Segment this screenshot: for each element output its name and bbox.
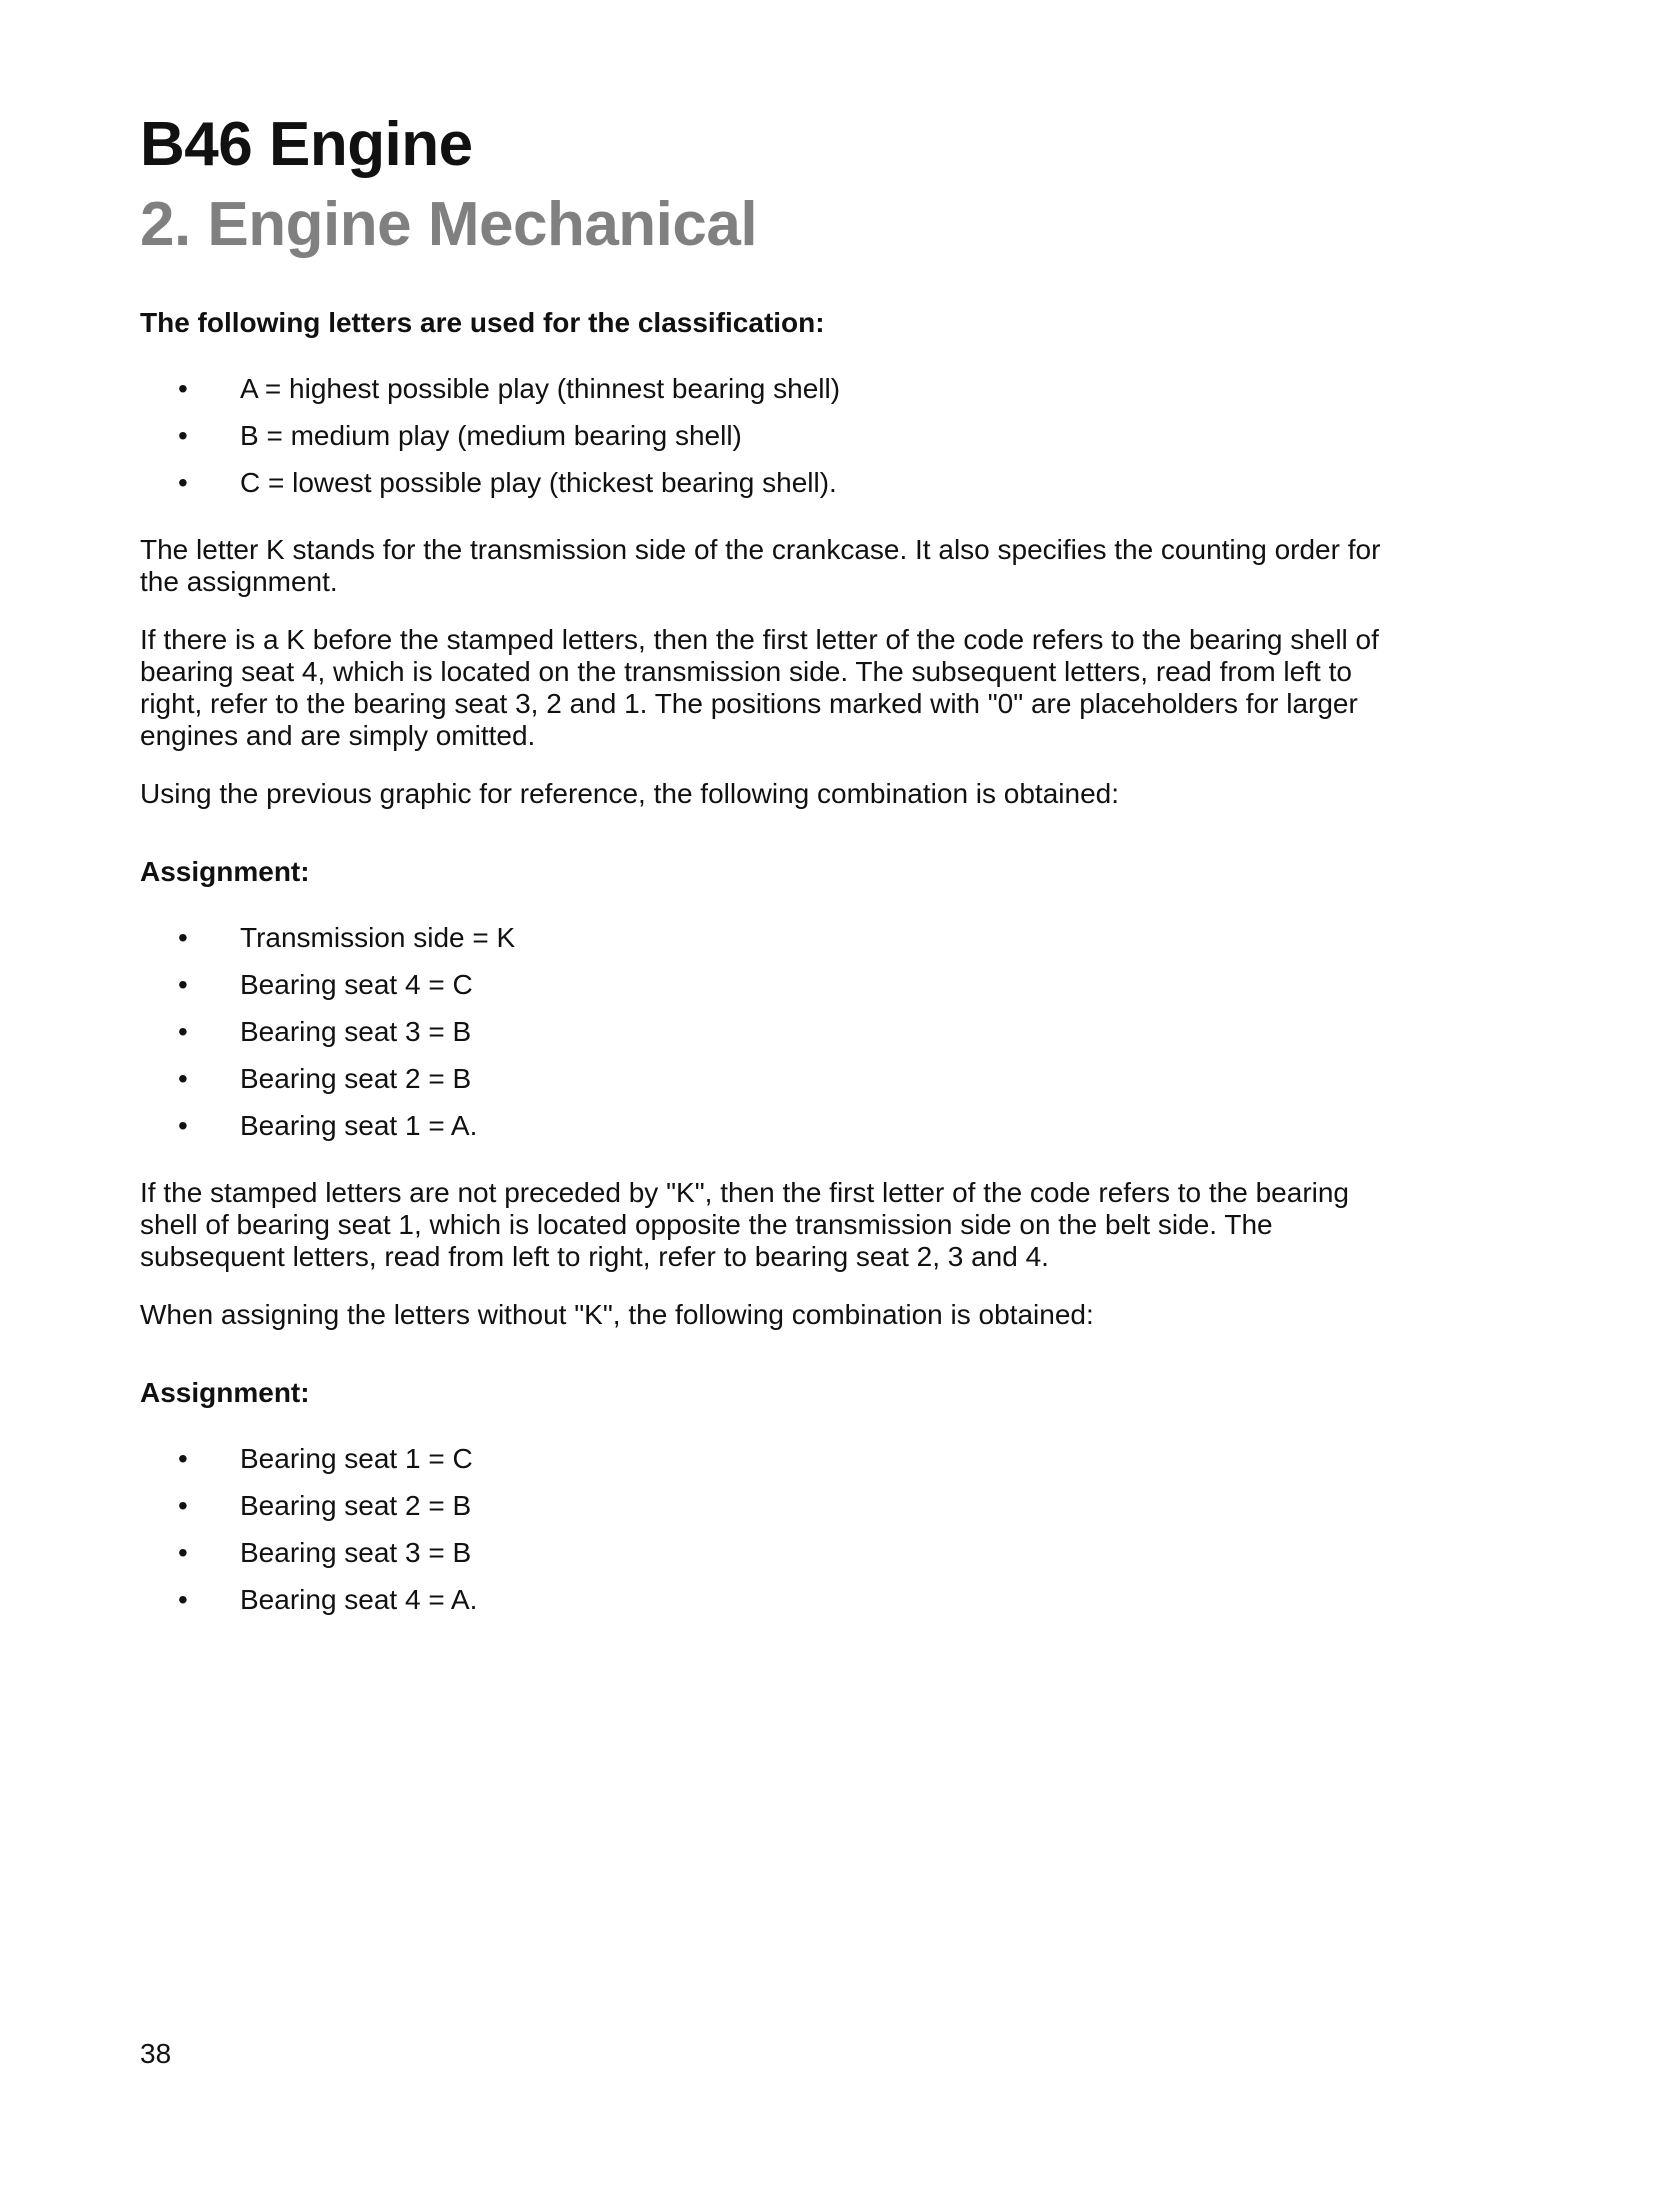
paragraph-without-k-combination: When assigning the letters without "K", the following combination is obtained: bbox=[140, 1299, 1094, 1330]
list-item bbox=[140, 914, 1390, 961]
list-item bbox=[140, 1482, 1390, 1529]
assignment-list-without-k bbox=[140, 1435, 1390, 1623]
classification-list bbox=[140, 365, 1390, 506]
bullet-icon: • bbox=[178, 373, 188, 404]
list-item bbox=[140, 365, 1390, 412]
page-content bbox=[140, 305, 1390, 1651]
bullet-icon: • bbox=[178, 467, 188, 498]
list-item-text: Bearing seat 4 = C bbox=[240, 969, 473, 1000]
list-item bbox=[140, 961, 1390, 1008]
bullet-icon: • bbox=[178, 420, 188, 451]
list-item bbox=[140, 1435, 1390, 1482]
paragraph-k-before-letters: If there is a K before the stamped letters, then the first letter of the code refers to the bearing shell of bearing seat 4, which is located on the transmission side. The subsequent letters, read from left to right, refer to the bearing seat 3, 2 and 1. The positions marked with "0" are placeholders for larger engines and are simply omitted. bbox=[140, 624, 1379, 751]
paragraph-k-meaning: The letter K stands for the transmission side of the crankcase. It also specifies the counting order for the assignment. bbox=[140, 534, 1381, 597]
assignment-list-with-k bbox=[140, 914, 1390, 1149]
list-item bbox=[140, 1576, 1390, 1623]
bullet-icon: • bbox=[178, 922, 188, 953]
list-item-text: Bearing seat 3 = B bbox=[240, 1016, 472, 1047]
list-item-text: B = medium play (medium bearing shell) bbox=[240, 420, 742, 451]
list-item-text: A = highest possible play (thinnest bearing shell) bbox=[240, 373, 841, 404]
assignment-heading-without-k: Assignment: bbox=[140, 1377, 310, 1408]
classification-heading: The following letters are used for the classification: bbox=[140, 307, 825, 338]
paragraph-no-k: If the stamped letters are not preceded by "K", then the first letter of the code refers to the bearing shell of bearing seat 1, which is located opposite the transmission side on the belt side. The subsequent letters, read from left to right, refer to bearing seat 2, 3 and 4. bbox=[140, 1177, 1350, 1272]
bullet-icon: • bbox=[178, 969, 188, 1000]
list-item bbox=[140, 1055, 1390, 1102]
section-title: 2. Engine Mechanical bbox=[140, 190, 758, 259]
bullet-icon: • bbox=[178, 1063, 188, 1094]
paragraph-previous-graphic: Using the previous graphic for reference, the following combination is obtained: bbox=[140, 778, 1120, 809]
list-item bbox=[140, 412, 1390, 459]
list-item bbox=[140, 1008, 1390, 1055]
list-item-text: C = lowest possible play (thickest bearing shell). bbox=[240, 467, 837, 498]
list-item-text: Bearing seat 4 = A. bbox=[240, 1584, 478, 1615]
list-item-text: Bearing seat 1 = C bbox=[240, 1443, 473, 1474]
list-item-text: Bearing seat 3 = B bbox=[240, 1537, 472, 1568]
list-item bbox=[140, 1529, 1390, 1576]
list-item-text: Bearing seat 2 = B bbox=[240, 1490, 472, 1521]
bullet-icon: • bbox=[178, 1584, 188, 1615]
page-number: 38 bbox=[140, 2038, 172, 2069]
bullet-icon: • bbox=[178, 1110, 188, 1141]
bullet-icon: • bbox=[178, 1490, 188, 1521]
page-title: B46 Engine bbox=[140, 110, 473, 179]
list-item-text: Bearing seat 1 = A. bbox=[240, 1110, 478, 1141]
list-item bbox=[140, 1102, 1390, 1149]
assignment-heading-with-k: Assignment: bbox=[140, 856, 310, 887]
list-item-text: Transmission side = K bbox=[240, 922, 516, 953]
list-item bbox=[140, 459, 1390, 506]
bullet-icon: • bbox=[178, 1537, 188, 1568]
list-item-text: Bearing seat 2 = B bbox=[240, 1063, 472, 1094]
bullet-icon: • bbox=[178, 1016, 188, 1047]
bullet-icon: • bbox=[178, 1443, 188, 1474]
